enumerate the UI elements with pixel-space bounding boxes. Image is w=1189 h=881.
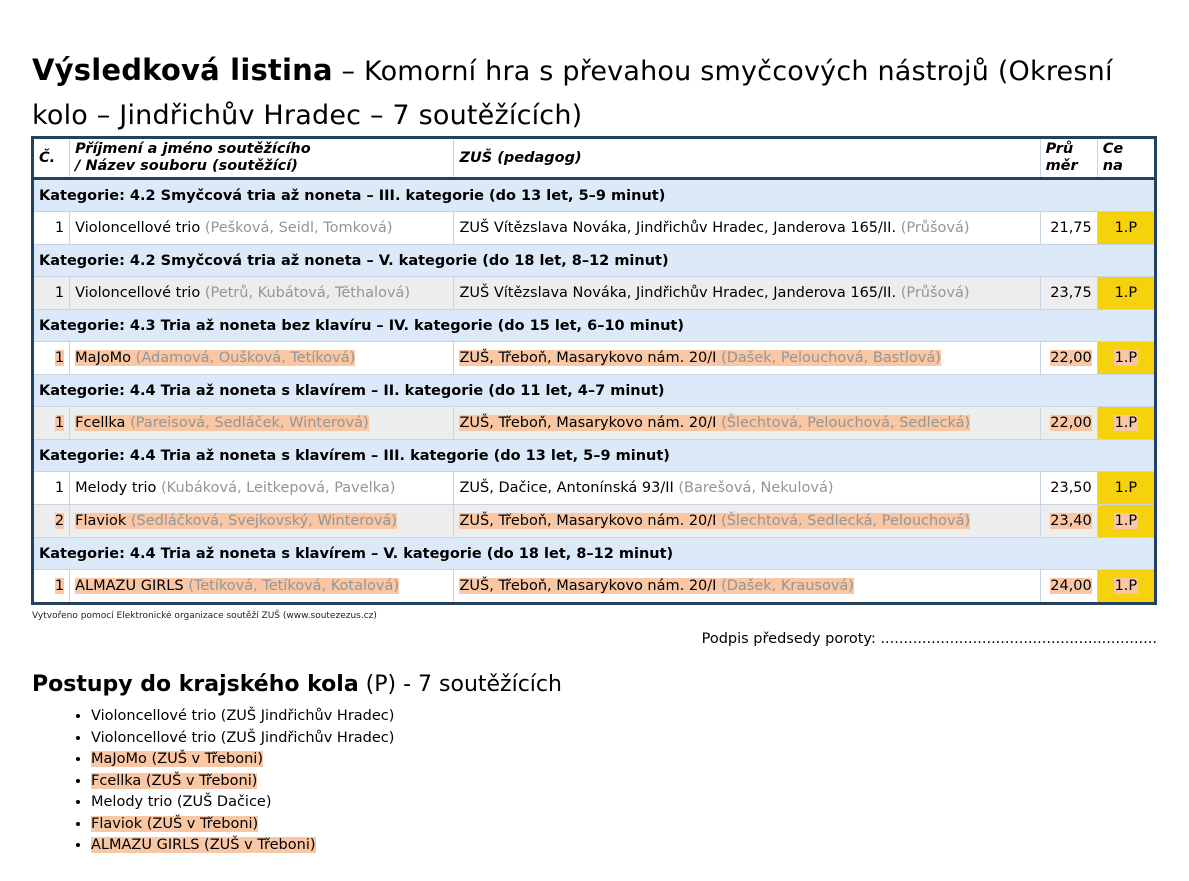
row-number <box>33 505 70 538</box>
row-number-text: 2 <box>54 513 65 529</box>
row-score <box>1040 342 1097 375</box>
ensemble-name: MaJoMo <box>75 350 132 366</box>
row-score-text: 23,40 <box>1050 513 1092 529</box>
ensemble-highlight <box>75 578 399 594</box>
postupy-list <box>55 706 394 857</box>
teachers: (Šlechtová, Pelouchová, Sedlecká) <box>721 415 971 431</box>
school-highlight <box>459 350 940 366</box>
row-prize: 1.P <box>1097 212 1155 245</box>
school-name: ZUŠ, Dačice, Antonínská 93/II <box>459 480 674 496</box>
signature-line: Podpis předsedy poroty: ............................................................ <box>701 631 1157 647</box>
row-prize <box>1097 505 1155 538</box>
ensemble-members: (Petrů, Kubátová, Těthalová) <box>204 285 411 301</box>
header-score-line1: Prů <box>1045 141 1074 157</box>
row-name-cell <box>70 407 454 440</box>
teachers: (Dašek, Pelouchová, Bastlová) <box>721 350 941 366</box>
row-school-cell <box>454 212 1040 245</box>
header-score <box>1040 138 1097 179</box>
row-number: 1 <box>33 277 70 310</box>
ensemble-members: (Kubáková, Leitkepová, Pavelka) <box>161 480 396 496</box>
ensemble-name: Fcellka <box>75 415 126 431</box>
school-highlight <box>459 513 970 529</box>
school-name: ZUŠ, Třeboň, Masarykovo nám. 20/I <box>459 415 717 431</box>
row-name-cell <box>70 212 454 245</box>
list-item <box>91 814 394 836</box>
ensemble-name: Flaviok <box>75 513 127 529</box>
school-name: ZUŠ, Třeboň, Masarykovo nám. 20/I <box>459 578 717 594</box>
list-item <box>91 771 394 793</box>
row-name-cell <box>70 472 454 505</box>
row-school-cell <box>454 505 1040 538</box>
list-item <box>91 706 394 728</box>
postupy-item-text: Fcellka (ZUŠ v Třeboni) <box>91 772 258 789</box>
category-label: Kategorie: 4.4 Tria až noneta s klavírem – II. kategorie (do 11 let, 4–7 minut) <box>33 375 1156 407</box>
row-prize-text: 1.P <box>1114 578 1138 594</box>
category-label: Kategorie: 4.3 Tria až noneta bez klavíru – IV. kategorie (do 15 let, 6–10 minut) <box>33 310 1156 342</box>
teachers: (Barešová, Nekulová) <box>678 480 834 496</box>
row-prize-text: 1.P <box>1114 350 1138 366</box>
row-prize: 1.P <box>1097 472 1155 505</box>
row-number: 1 <box>33 212 70 245</box>
table-row <box>33 472 1156 505</box>
row-school-cell <box>454 342 1040 375</box>
title-rest: – Komorní hra s převahou smyčcových nástrojů (Okresní kolo – Jindřichův Hradec – 7 soutěžících) <box>32 56 1113 131</box>
row-name-cell <box>70 505 454 538</box>
row-number-text: 1 <box>54 415 65 431</box>
category-row <box>33 440 1156 472</box>
results-table <box>31 136 1157 605</box>
school-name: ZUŠ Vítězslava Nováka, Jindřichův Hradec, Janderova 165/II. <box>459 285 897 301</box>
school-name: ZUŠ, Třeboň, Masarykovo nám. 20/I <box>459 350 717 366</box>
row-number-text: 1 <box>54 578 65 594</box>
footer-note: Vytvořeno pomocí Elektronické organizace soutěží ZUŠ (www.soutezezus.cz) <box>32 611 377 621</box>
school-highlight <box>459 578 853 594</box>
row-prize-text: 1.P <box>1114 415 1138 431</box>
ensemble-members: (Adamová, Oušková, Tetíková) <box>135 350 356 366</box>
table-row <box>33 342 1156 375</box>
list-item <box>91 749 394 771</box>
title-bold: Výsledková listina <box>32 53 333 87</box>
postupy-item-text: Violoncellové trio (ZUŠ Jindřichův Hradec) <box>91 708 395 724</box>
row-school-cell <box>454 407 1040 440</box>
row-score: 23,75 <box>1040 277 1097 310</box>
row-number <box>33 570 70 604</box>
teachers: (Šlechtová, Sedlecká, Pelouchová) <box>721 513 971 529</box>
postupy-item-text: Flaviok (ZUŠ v Třeboni) <box>91 815 259 832</box>
ensemble-highlight <box>75 415 369 431</box>
category-row <box>33 245 1156 277</box>
page-title <box>32 48 1162 138</box>
category-row <box>33 538 1156 570</box>
ensemble-name: Violoncellové trio <box>75 285 201 301</box>
header-name <box>70 138 454 179</box>
postupy-heading-bold: Postupy do krajského kola <box>32 672 359 697</box>
header-score-line2: měr <box>1045 158 1078 174</box>
row-score <box>1040 407 1097 440</box>
row-school-cell <box>454 472 1040 505</box>
row-number <box>33 407 70 440</box>
table-row <box>33 212 1156 245</box>
ensemble-members: (Tetíková, Tetíková, Kotalová) <box>188 578 400 594</box>
list-item <box>91 835 394 857</box>
row-number <box>33 342 70 375</box>
ensemble-members: (Pareisová, Sedláček, Winterová) <box>130 415 369 431</box>
row-prize: 1.P <box>1097 277 1155 310</box>
header-prize-line2: na <box>1102 158 1123 174</box>
ensemble-highlight <box>75 513 397 529</box>
row-school-cell <box>454 277 1040 310</box>
teachers: (Průšová) <box>900 285 970 301</box>
postupy-heading <box>32 672 562 697</box>
row-score <box>1040 570 1097 604</box>
category-label: Kategorie: 4.4 Tria až noneta s klavírem – III. kategorie (do 13 let, 5–9 minut) <box>33 440 1156 472</box>
category-row <box>33 179 1156 212</box>
header-prize-line1: Ce <box>1102 141 1124 157</box>
table-row <box>33 570 1156 604</box>
header-name-line2: / Název souboru (soutěžící) <box>75 158 298 174</box>
postupy-item-text: MaJoMo (ZUŠ v Třeboni) <box>91 751 263 767</box>
table-row <box>33 505 1156 538</box>
header-prize <box>1097 138 1155 179</box>
category-row <box>33 375 1156 407</box>
header-school: ZUŠ (pedagog) <box>454 138 1040 179</box>
header-num: Č. <box>33 138 70 179</box>
row-prize-text: 1.P <box>1114 513 1138 529</box>
teachers: (Průšová) <box>900 220 970 236</box>
row-score <box>1040 505 1097 538</box>
table-row <box>33 407 1156 440</box>
list-item <box>91 792 394 814</box>
row-score: 23,50 <box>1040 472 1097 505</box>
row-name-cell <box>70 570 454 604</box>
row-score: 21,75 <box>1040 212 1097 245</box>
row-school-cell <box>454 570 1040 604</box>
school-highlight <box>459 415 970 431</box>
ensemble-name: ALMAZU GIRLS <box>75 578 184 594</box>
ensemble-members: (Sedláčková, Svejkovský, Winterová) <box>130 513 397 529</box>
row-prize <box>1097 407 1155 440</box>
category-label: Kategorie: 4.4 Tria až noneta s klavírem – V. kategorie (do 18 let, 8–12 minut) <box>33 538 1156 570</box>
category-row <box>33 310 1156 342</box>
row-prize <box>1097 570 1155 604</box>
row-number-text: 1 <box>54 350 65 366</box>
school-name: ZUŠ, Třeboň, Masarykovo nám. 20/I <box>459 513 717 529</box>
postupy-item-text: Violoncellové trio (ZUŠ Jindřichův Hradec) <box>91 729 395 746</box>
ensemble-highlight <box>75 350 355 366</box>
postupy-heading-rest: (P) - 7 soutěžících <box>358 672 562 697</box>
category-label: Kategorie: 4.2 Smyčcová tria až noneta – V. kategorie (do 18 let, 8–12 minut) <box>33 245 1156 277</box>
row-score-text: 22,00 <box>1050 415 1092 431</box>
school-name: ZUŠ Vítězslava Nováka, Jindřichův Hradec, Janderova 165/II. <box>459 220 897 236</box>
row-name-cell <box>70 342 454 375</box>
ensemble-name: Violoncellové trio <box>75 220 201 236</box>
postupy-item-text: Melody trio (ZUŠ Dačice) <box>91 794 272 810</box>
row-number: 1 <box>33 472 70 505</box>
ensemble-members: (Pešková, Seidl, Tomková) <box>204 220 393 236</box>
row-prize <box>1097 342 1155 375</box>
postupy-item-text: ALMAZU GIRLS (ZUŠ v Třeboni) <box>91 837 316 853</box>
list-item <box>91 728 394 750</box>
row-score-text: 24,00 <box>1050 578 1092 594</box>
table-header-row <box>33 138 1156 179</box>
header-name-line1: Příjmení a jméno soutěžícího <box>75 141 311 157</box>
category-label: Kategorie: 4.2 Smyčcová tria až noneta – III. kategorie (do 13 let, 5–9 minut) <box>33 179 1156 212</box>
row-name-cell <box>70 277 454 310</box>
ensemble-name: Melody trio <box>75 480 157 496</box>
row-score-text: 22,00 <box>1050 350 1092 366</box>
teachers: (Dašek, Krausová) <box>721 578 854 594</box>
table-row <box>33 277 1156 310</box>
